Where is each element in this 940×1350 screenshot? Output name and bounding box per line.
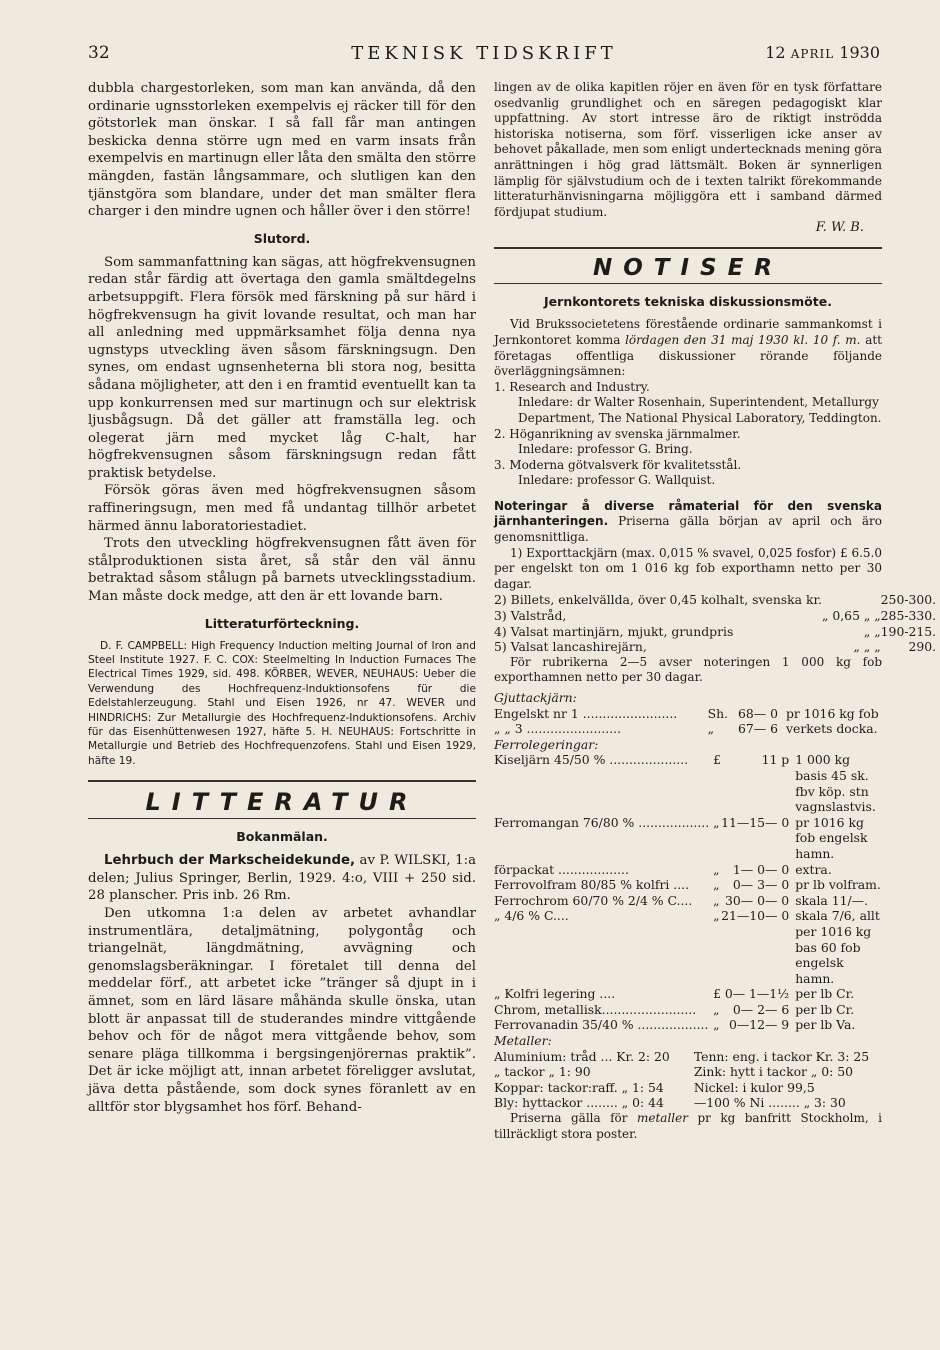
topic-leader: Inledare: dr Walter Rosenhain, Superintendent, Metallurgy Department, The National Physical Laboratory, Teddington. <box>518 395 882 425</box>
ferrolegeringar-heading: Ferrolegeringar: <box>494 736 599 752</box>
ferro-note: per lb Va. <box>795 1017 856 1033</box>
table-row: 3) Valstråd, „ 0,65 „ „ 285-330. <box>494 608 937 624</box>
metal-right: Tenn: eng. i tackor Kr. 3: 25 <box>693 1048 870 1064</box>
table-row <box>494 908 882 986</box>
gjuttackjarn-heading: Gjuttackjärn: <box>494 690 577 705</box>
metal-right: Zink: hytt i tackor „ 0: 50 <box>693 1064 854 1080</box>
journal-title: TEKNISK TIDSKRIFT <box>351 43 617 64</box>
ferro-currency: „ <box>713 892 720 908</box>
book-citation <box>88 852 476 905</box>
prices-intro: Noteringar å diverse råmaterial för den svenska järnhanteringen. Priserna gälla början av april och äro genomsnittliga. <box>494 498 882 545</box>
jernkontoret-heading: Jernkontorets tekniska diskussionsmöte. <box>544 294 832 310</box>
ferro-price: 0— 2— 6 <box>732 1001 790 1017</box>
ferro-currency: „ <box>713 1001 720 1017</box>
list-item: 2. Höganrikning av svenska järnmalmer. <box>494 426 741 441</box>
metaller-heading: Metaller: <box>494 1033 552 1049</box>
ferro-note: per lb Cr. <box>795 986 855 1002</box>
litteratur-banner: LITTERATUR <box>88 780 476 819</box>
ferro-price: 11 p <box>761 752 790 768</box>
ferro-currency: £ <box>713 986 722 1002</box>
book-details: av P. WILSKI, 1:a delen; Julius Springer, Berlin, 1929. 4:o, VIII + 250 sid. 28 planscher. Pris inb. 26 Rm. <box>88 853 477 904</box>
ferro-label: Ferromangan 76/80 % .................. <box>494 814 710 830</box>
table-row <box>494 1064 882 1080</box>
page-header <box>88 43 880 67</box>
table-row <box>494 1080 882 1096</box>
foundry-iron-table <box>494 706 882 737</box>
notiser-banner: NOTISER <box>494 247 882 284</box>
topic-leader: Inledare: professor G. Bring. <box>518 442 693 457</box>
ferro-label: Kiseljärn 45/50 % .................... <box>494 752 689 768</box>
table-row <box>494 1095 882 1111</box>
table-row: „ „ 3 ........................ „ 67— 6 <box>494 721 778 737</box>
metal-left: Koppar: tackor:raff. „ 1: 54 <box>494 1079 664 1095</box>
ferro-currency: „ <box>713 908 720 924</box>
list-item: 3. Moderna götvalsverk för kvalitetsstål. <box>494 457 742 472</box>
metal-right: —100 % Ni ........ „ 3: 30 <box>693 1095 846 1111</box>
metal-right: Nickel: i kulor 99,5 <box>693 1079 815 1095</box>
issue-date: 12 APRIL 1930 <box>765 43 880 62</box>
jernkontoret-intro: Vid Brukssocietetens förestående ordinarie sammankomst i Jernkontoret komma lördagen den 31 maj 1930 kl. 10 f. m. att företagas offentliga diskussioner rörande följande överläggningsämnen: <box>494 317 882 379</box>
literature-list: D. F. CAMPBELL: High Frequency Induction melting Journal of Iron and Steel Institute 1927. F. C. COX: Steelmelting In Induction Furnaces The Electrical Times 1929, sid. 498. KÖRBER, WEVER, NEUHAUS: Ueber die Verwendung des Hochfrequenz-Induktionsofens für die Edelstahlerzeugung. Stahl und Eisen 1926, nr 47. WEVER und HINDRICHS: Zur Metallurgie des Hochfrequenz-Induktionsofens. Archiv für das Eisenhüttenwesen 1927, häfte 5. H. NEUHAUS: Fortschritte in Metallurgie und Betrieb des Hochfrequenzofens. Stahl und Eisen 1929, häfte 19. <box>88 639 476 767</box>
ferro-price: 0— 3— 0 <box>732 877 790 893</box>
closing-note: Priserna gälla för metaller pr kg banfritt Stockholm, i tillräckligt stora poster. <box>494 1111 882 1141</box>
ferro-note: skala 7/6, allt per 1016 kg bas 60 fob engelsk hamn. <box>795 908 880 986</box>
table-row: 5) Valsat lancashirejärn, „ „ „ 290. <box>494 639 937 655</box>
ferro-currency: „ <box>713 1017 720 1033</box>
table-row: 2) Billets, enkelvällda, över 0,45 kolhalt, svenska kr. 250-300. <box>494 592 937 608</box>
ferro-currency: „ <box>713 814 720 830</box>
table-row: Engelskt nr 1 ........................ Sh. 68— 0 pr 1016 kg fob verkets docka. <box>494 706 882 722</box>
ferro-currency: „ <box>713 877 720 893</box>
ferro-currency: £ <box>713 752 722 768</box>
ferro-currency: „ <box>713 861 720 877</box>
ferro-label: Ferrovanadin 35/40 % .................. <box>494 1017 709 1033</box>
ferro-note: pr 1016 kg fob engelsk hamn. <box>795 814 868 861</box>
table-row: 4) Valsat martinjärn, mjukt, grundpris „ „ 190-215. <box>494 623 937 639</box>
table-row <box>494 752 882 814</box>
ferroalloy-table <box>494 752 882 1033</box>
foundry-iron-note: pr 1016 kg fob verkets docka. <box>786 705 879 737</box>
table-row <box>494 1002 882 1018</box>
ferro-label: „ 4/6 % C.... <box>494 908 569 924</box>
ferro-label: Ferrovolfram 80/85 % kolfri .... <box>494 877 690 893</box>
ferro-label: Ferrochrom 60/70 % 2/4 % C.... <box>494 892 693 908</box>
metal-left: „ tackor „ 1: 90 <box>494 1064 591 1080</box>
prices-heading: Noteringar å diverse råmaterial för den svenska järnhanteringen. <box>494 498 882 529</box>
right-column <box>494 80 937 1142</box>
ferro-note: 1 000 kg basis 45 sk. fbv köp. stn vagnslastvis. <box>795 752 876 815</box>
ferro-note: pr lb volfram. <box>795 877 881 893</box>
book-review-heading: Bokanmälan. <box>236 829 328 845</box>
ferro-price: 1— 0— 0 <box>732 861 790 877</box>
table-row <box>494 1017 882 1033</box>
metal-left: Bly: hyttackor ........ „ 0: 44 <box>494 1095 664 1111</box>
table-row <box>494 862 882 878</box>
left-column <box>88 80 476 1116</box>
intro-paragraph: dubbla chargestorleken, som man kan använda, då den ordinarie ugnsstorleken exempelvis ej räcker till för den götstorlek man önskar. I så fall får man antingen beskicka denna större ugn med en varm insats från exempelvis en martinugn eller låta den smälta den större mängden, fastän långsammare, och slutligen kan den tjänstgöra som blandare, under det man smälter flera charger i den mindre ugnen och håller över i den större! <box>88 81 476 220</box>
book-title: Lehrbuch der Markscheidekunde, <box>104 853 356 869</box>
literature-list-heading: Litteraturförteckning. <box>204 615 360 631</box>
slutord-paragraph: Försök göras även med högfrekvensugnen såsom raffineringsugn, men med få undantag tillhör arbetet härmed ännu laboratoriestadiet. <box>88 483 476 534</box>
page-number: 32 <box>88 43 110 63</box>
ferro-price: 0—12— 9 <box>728 1017 790 1033</box>
export-price-table <box>494 592 936 654</box>
table-row <box>494 986 882 1002</box>
review-paragraph: Den utkomna 1:a delen av arbetet avhandlar instrumentlära, detaljmätning, polygontåg och triangelnät, längdmätning, avvägning och genomslagsberäkningar. I företalet till denna del meddelar förf., att arbetet icke ”tränger så djupt in i ämnet, som en lärd läsare måhända skulle önska, utan blott är anpassat till de studerandes mindre vittgående behov och för de något mera vittgående behov, som senare pläga tillkomma i bergsingenjörernas praktik”. Det är icke möjligt att, innan arbetet föreligger avslutat, jäva detta påstående, som dock synes föranlett av en alltför stor blygsamhet hos förf. Behand- <box>88 906 476 1115</box>
slutord-heading: Slutord. <box>253 230 311 246</box>
topic-leader: Inledare: professor G. Wallquist. <box>518 473 716 488</box>
ferro-note: extra. <box>795 861 832 877</box>
slutord-paragraph: Som sammanfattning kan sägas, att högfrekvensugnen redan står färdig att övertaga den gamla smältdegelns arbetsuppgift. Flera försök med färskning på sur härd i högfrekvensugn ha givit lovande resultat, och man har all anledning med uppmärksamhet följa denna nya ugnstyps utveckling även såsom färskningsugn. Den synes, om endast ugnsenheterna bli stora nog, besitta sådana möjligheter, att den i en framtid eventuellt kan ta upp konkurrensen med sur martinugn och sur elektrisk ljusbågsugn. Då det gäller att framställa leg. och olegerat järn med mycket låg C-halt, har högfrekvensugnen såsom färskningsugn redan fått praktisk betydelse. <box>88 254 476 481</box>
table-row <box>494 815 882 862</box>
ferro-price: 11—15— 0 <box>721 814 790 830</box>
ferro-price: 0— 1—1½ <box>724 986 790 1002</box>
metals-table <box>494 1049 882 1111</box>
ferro-note: skala 11/—. <box>795 892 869 908</box>
metal-left: Aluminium: tråd ... Kr. 2: 20 <box>494 1048 670 1064</box>
ferro-label: „ Kolfri legering .... <box>494 986 616 1002</box>
ferro-price: 21—10— 0 <box>721 908 790 924</box>
ferro-label: förpackat .................. <box>494 861 629 877</box>
slutord-paragraph: Trots den utveckling högfrekvensugnen fått även för stålproduktionen sista året, så står den väl ännu betraktad såsom stålugn på barnets utvecklingsstadium. Man måste dock medge, att den är ett lovande barn. <box>88 536 476 605</box>
review-signature: F. W. B. <box>815 220 864 236</box>
topic-list <box>494 380 882 489</box>
export-pig-iron: 1) Exporttackjärn (max. 0,015 % svavel, 0,025 fosfor) £ 6.5.0 per engelskt ton om 1 016 kg fob exporthamn netto per 30 dagar. <box>494 545 882 591</box>
export-note: För rubrikerna 2—5 avser noteringen 1 000 kg fob exporthamnen netto per 30 dagar. <box>494 654 882 685</box>
table-row <box>494 893 882 909</box>
ferro-note: per lb Cr. <box>795 1001 855 1017</box>
ferro-price: 30— 0— 0 <box>725 892 790 908</box>
table-row <box>494 1049 882 1065</box>
list-item: 1. Research and Industry. <box>494 379 650 394</box>
review-continuation: lingen av de olika kapitlen röjer en även för en tysk författare osedvanlig grundlighet och en säregen pedagogiskt klar uppfattning. Av stort intresse äro de riktigt inströdda historiska notiserna, som förf. visserligen icke anser av behovet påkallade, men som enligt undertecknads mening göra anrättningen i hög grad lättsmält. Boken är synnerligen lämplig för självstudium och de i texten talrikt förekommande litteraturhänvisningarna möjliggöra ett i samband därmed fördjupat studium. <box>494 80 882 219</box>
table-row <box>494 877 882 893</box>
ferro-label: Chrom, metallisk........................ <box>494 1001 697 1017</box>
